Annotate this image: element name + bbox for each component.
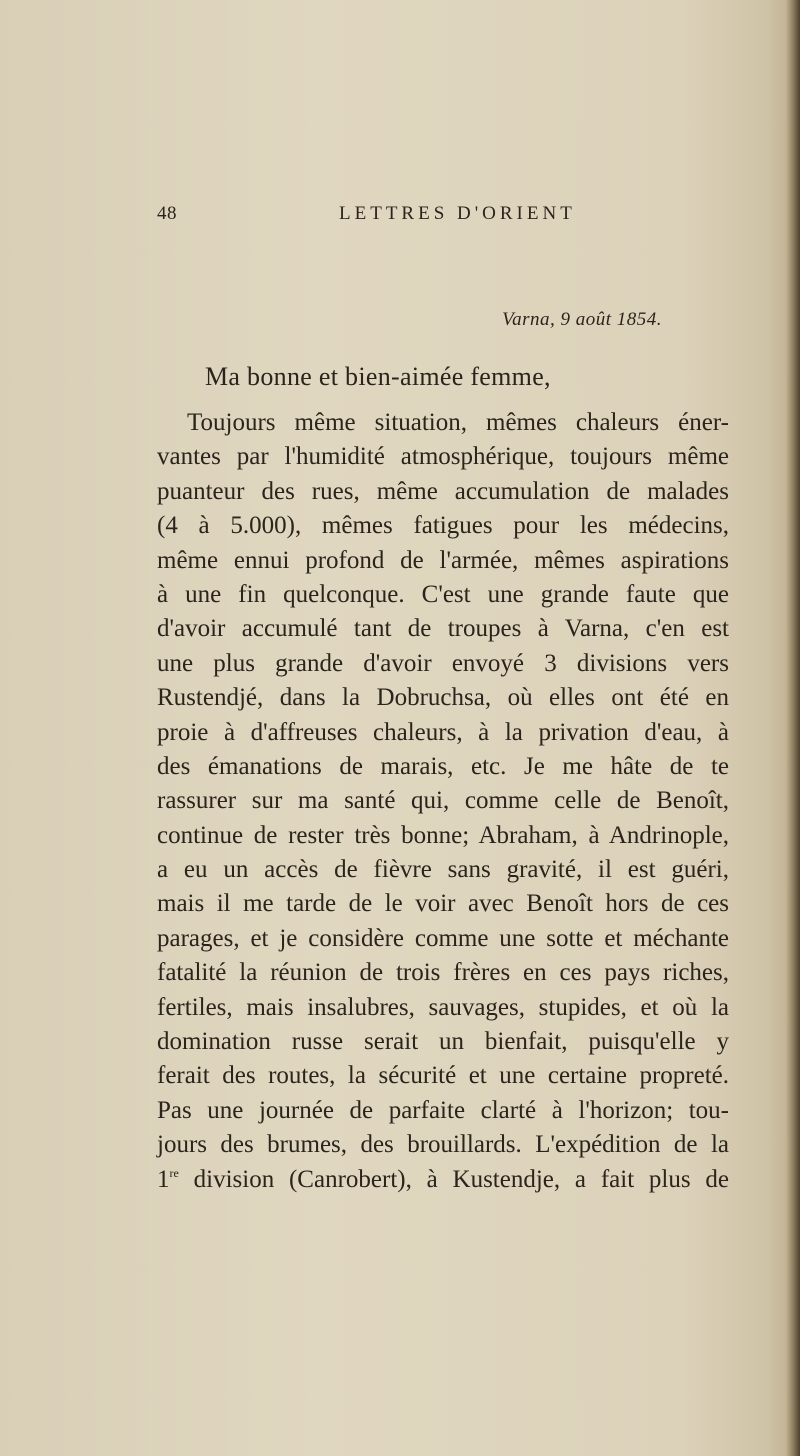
text-line: Rustendjé, dans la Dobruchsa, où elles ont été en [157, 684, 729, 712]
letter-salutation: Ma bonne et bien-aimée femme, [205, 362, 551, 391]
letter-dateline: Varna, 9 août 1854. [502, 309, 662, 330]
text-line-last [157, 1163, 729, 1197]
text-line: ferait des routes, la sécurité et une certaine propreté. [157, 1062, 729, 1090]
text-line: fatalité la réunion de trois frères en ces pays riches, [157, 959, 729, 987]
text-line: vantes par l'humidité atmosphérique, toujours même [157, 443, 729, 471]
text-line: une plus grande d'avoir envoyé 3 divisions vers [157, 649, 729, 677]
running-title: LETTRES D'ORIENT [339, 203, 576, 224]
text-line: (4 à 5.000), mêmes fatigues pour les médecins, [157, 512, 729, 540]
running-head [157, 203, 729, 227]
text-line: puanteur des rues, même accumulation de malades [157, 477, 729, 505]
text-line: à une fin quelconque. C'est une grande faute que [157, 580, 729, 608]
text-line: a eu un accès de fièvre sans gravité, il est guéri, [157, 856, 729, 884]
text-line: rassurer sur ma santé qui, comme celle de Benoît, [157, 787, 729, 815]
text-line: même ennui profond de l'armée, mêmes aspirations [157, 546, 729, 574]
letter-body [157, 406, 729, 1197]
text-line: Pas une journée de parfaite clarté à l'horizon; tou- [157, 1096, 729, 1124]
text-line: parages, et je considère comme une sotte et méchante [157, 924, 729, 952]
ordinal-number: 1 [157, 1165, 170, 1193]
text-line: d'avoir accumulé tant de troupes à Varna, c'en est [157, 615, 729, 643]
text-line: continue de rester très bonne; Abraham, à Andrinople, [157, 821, 729, 849]
text-line: domination russe serait un bienfait, puisqu'elle y [157, 1028, 729, 1056]
text-line: des émanations de marais, etc. Je me hâte de te [157, 752, 729, 780]
text-line: mais il me tarde de le voir avec Benoît hors de ces [157, 890, 729, 918]
page-edge-shadow [786, 0, 800, 1456]
text-line: proie à d'affreuses chaleurs, à la privation d'eau, à [157, 718, 729, 746]
last-line-text: division (Canrobert), à Kustendje, a fait plus de [178, 1165, 729, 1193]
text-line: fertiles, mais insalubres, sauvages, stupides, et où la [157, 993, 729, 1021]
page-number: 48 [157, 203, 177, 224]
ordinal-suffix: re [169, 1165, 179, 1180]
text-line: jours des brumes, des brouillards. L'expédition de la [157, 1131, 729, 1159]
text-line: Toujours même situation, mêmes chaleurs éner- [187, 409, 729, 436]
